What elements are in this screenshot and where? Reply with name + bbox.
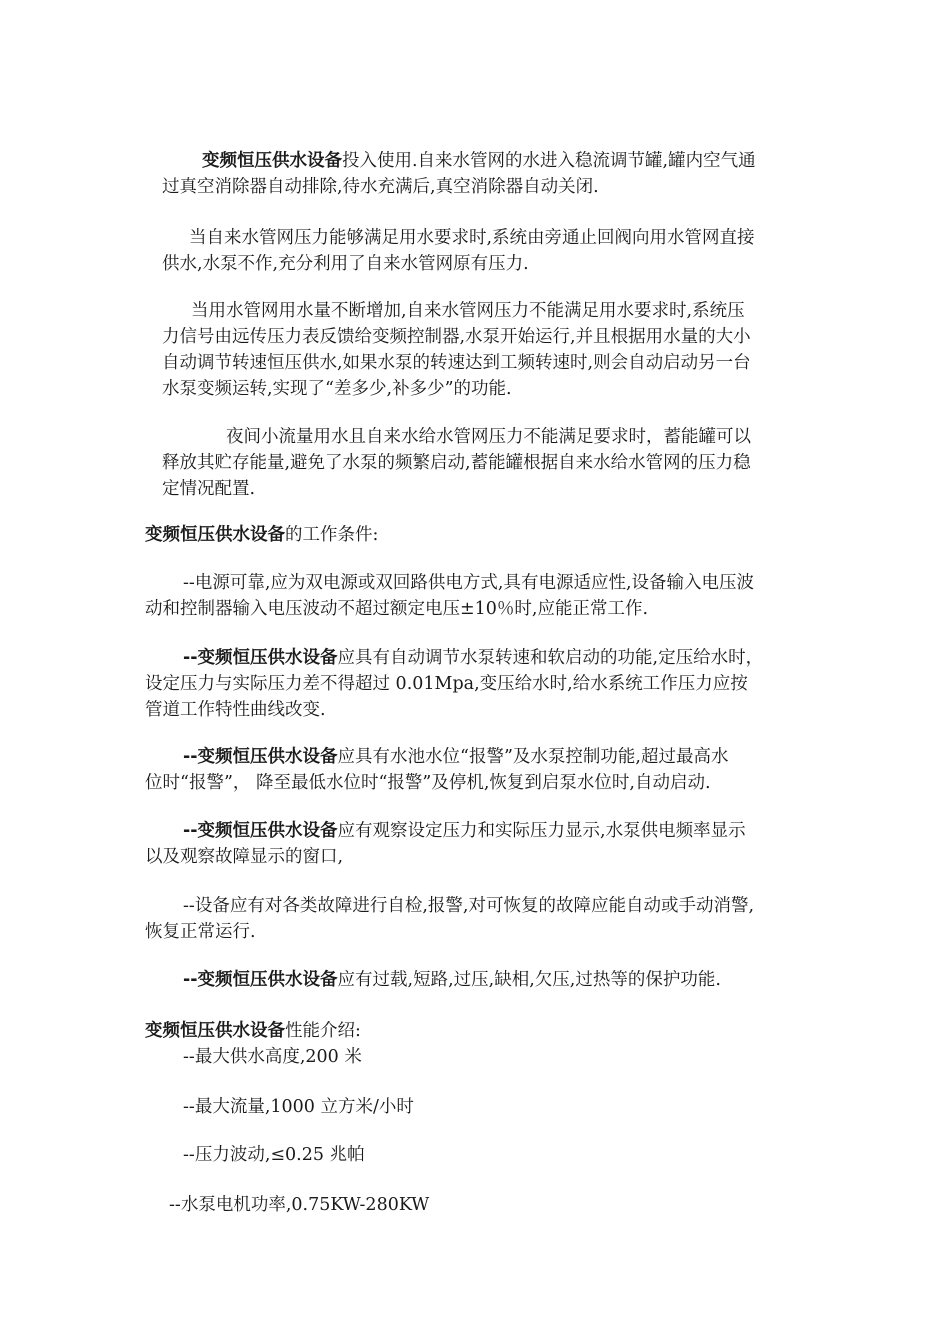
line-text: 应有过载,短路,过压,缺相,欠压,过热等的保护功能.	[337, 970, 721, 990]
paragraph-water-level-alarm	[145, 744, 810, 796]
text-line: --最大流量,1000 立方米/小时	[183, 1097, 414, 1117]
paragraph-intro	[145, 148, 810, 200]
text-line	[145, 744, 810, 770]
text-line: 动和控制器输入电压波动不超过额定电压±10％时,应能正常工作.	[145, 599, 649, 619]
line-text: 应有观察设定压力和实际压力显示,水泵供电频率显示	[337, 821, 746, 841]
text-line: --压力波动,≤0.25 兆帕	[183, 1145, 365, 1165]
text-line	[145, 967, 810, 993]
line-text: 的工作条件:	[285, 525, 379, 545]
text-line: --设备应有对各类故障进行自检,报警,对可恢复的故障应能自动或手动消警,	[183, 896, 755, 916]
text-line	[145, 645, 810, 671]
paragraph-protection	[145, 967, 810, 993]
paragraph-night-mode	[145, 424, 810, 502]
line-text: 应具有自动调节水泵转速和软启动的功能,定压给水时，	[337, 648, 764, 668]
text-line	[145, 148, 810, 174]
text-line: 管道工作特性曲线改变.	[145, 700, 326, 720]
text-line	[145, 818, 810, 844]
paragraph-self-check	[145, 893, 810, 945]
text-line: 夜间小流量用水且自来水给水管网压力不能满足要求时，蓄能罐可以	[226, 427, 751, 447]
spec-max-flow	[145, 1094, 810, 1120]
bold-term: --变频恒压供水设备	[183, 970, 338, 990]
section-heading-working-conditions	[145, 522, 810, 548]
paragraph-power-supply	[145, 570, 810, 622]
bold-term: 变频恒压供水设备	[145, 1021, 285, 1041]
text-line	[145, 1018, 810, 1044]
spec-motor-power	[145, 1192, 810, 1218]
text-line: 当自来水管网压力能够满足用水要求时,系统由旁通止回阀向用水管网直接	[189, 228, 755, 248]
bold-term: --变频恒压供水设备	[183, 821, 338, 841]
bold-term: 变频恒压供水设备	[145, 525, 285, 545]
text-line: 位时“报警”， 降至最低水位时“报警”及停机,恢复到启泵水位时,自动启动.	[145, 773, 711, 793]
line-text: 应具有水池水位“报警”及水泵控制功能,超过最高水	[337, 747, 729, 767]
text-line: --电源可靠,应为双电源或双回路供电方式,具有电源适应性,设备输入电压波	[183, 573, 755, 593]
text-line: 供水,水泵不作,充分利用了自来水管网原有压力.	[162, 254, 529, 274]
bold-term: --变频恒压供水设备	[183, 747, 338, 767]
text-line: 定情况配置.	[162, 479, 256, 499]
text-line	[145, 522, 810, 548]
text-line: 水泵变频运转,实现了“差多少,补多少”的功能.	[162, 379, 512, 399]
section-heading-performance	[145, 1018, 810, 1070]
paragraph-display-window	[145, 818, 810, 870]
line-text: 性能介绍:	[285, 1021, 361, 1041]
text-line: 以及观察故障显示的窗口,	[145, 847, 344, 867]
text-line: 释放其贮存能量,避免了水泵的频繁启动,蓄能罐根据自来水给水管网的压力稳	[162, 453, 751, 473]
text-line: --水泵电机功率,0.75KW-280KW	[169, 1195, 430, 1215]
paragraph-speed-control	[145, 645, 810, 723]
paragraph-bypass-supply	[145, 225, 810, 277]
paragraph-variable-frequency	[145, 298, 810, 402]
text-line: 当用水管网用水量不断增加,自来水管网压力不能满足用水要求时,系统压	[191, 301, 745, 321]
text-line: --最大供水高度,200 米	[183, 1047, 362, 1067]
text-line: 自动调节转速恒压供水,如果水泵的转速达到工频转速时,则会自动启动另一台	[162, 353, 751, 373]
bold-term: 变频恒压供水设备	[202, 151, 342, 171]
line-text: 投入使用.自来水管网的水进入稳流调节罐,罐内空气通	[342, 151, 756, 171]
text-line: 过真空消除器自动排除,待水充满后,真空消除器自动关闭.	[162, 177, 599, 197]
spec-pressure-fluctuation	[145, 1142, 810, 1168]
bold-term: --变频恒压供水设备	[183, 648, 338, 668]
text-line: 恢复正常运行.	[145, 922, 256, 942]
text-line: 力信号由远传压力表反馈给变频控制器,水泵开始运行,并且根据用水量的大小	[162, 327, 751, 347]
text-line: 设定压力与实际压力差不得超过 0.01Mpa,变压给水时,给水系统工作压力应按	[145, 674, 748, 694]
